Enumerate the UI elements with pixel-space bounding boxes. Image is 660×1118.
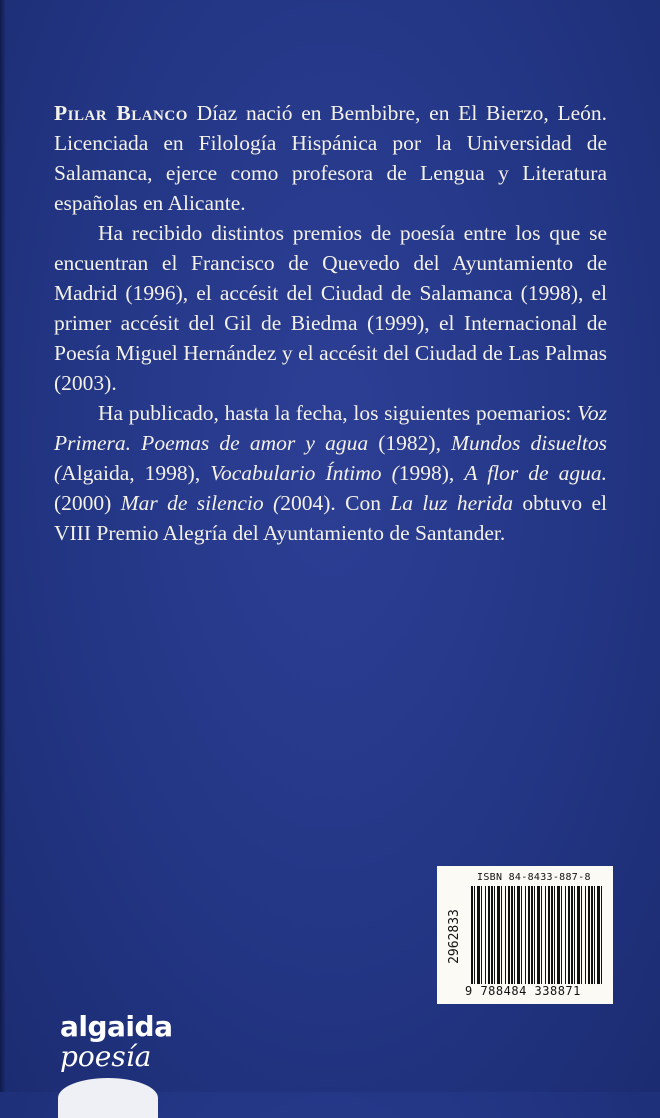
text-run: Ha publicado, hasta la fecha, los siguientes poemarios: (98, 401, 578, 425)
logo-poesia: poesía (60, 1040, 152, 1073)
text-run: Algaida, 1998), (61, 461, 211, 485)
logo-emblem (58, 1078, 158, 1118)
logo-algaida: algaida (60, 1010, 173, 1043)
spine-shadow (0, 0, 6, 1092)
ean-number: 9 788484 338871 (465, 984, 581, 998)
side-number-text: 2962833 (446, 908, 462, 964)
author-name: Pilar Blanco (54, 101, 188, 125)
isbn-number: ISBN 84-8433-887-8 (477, 872, 591, 883)
book-title: Vocabulario Íntimo ( (210, 461, 399, 485)
publisher-logo (60, 1012, 172, 1072)
bio-paragraph-1-text: Díaz nació en Bembibre, en El Bierzo, León. Licenciada en Filología Hispánica por la Universidad de Salamanca, ejerce como profesora de Lengua y Literatura españolas en Alicante. (54, 101, 607, 215)
barcode-label (437, 866, 613, 1004)
text-run: (2000) (54, 491, 121, 515)
book-title: A flor de agua. (464, 461, 607, 485)
author-biography (54, 98, 607, 548)
bio-paragraph-2: Ha recibido distintos premios de poesía entre los que se encuentran el Francisco de Quevedo del Ayuntamiento de Madrid (1996), el accésit del Ciudad de Salamanca (1998), el primer accésit del Gil de Biedma (1999), el Internacional de Poesía Miguel Hernández y el accésit del Ciudad de Las Palmas (2003). (54, 221, 607, 395)
book-title: Mundos disueltos ( (54, 431, 607, 485)
book-title: Mar de silencio ( (120, 491, 281, 515)
book-title: Voz Primera. Poemas de amor y agua (54, 401, 607, 455)
barcode-bars (471, 886, 605, 984)
text-run: 2004). Con (280, 491, 391, 515)
side-number (445, 890, 463, 982)
bio-paragraph-1 (54, 98, 607, 218)
book-title: La luz herida (390, 491, 513, 515)
bio-paragraph-3 (54, 398, 607, 548)
text-run: 1998), (398, 461, 465, 485)
text-run: obtuvo el VIII Premio Alegría del Ayuntamiento de Santander. (54, 491, 607, 545)
text-run: (1982), (368, 431, 452, 455)
